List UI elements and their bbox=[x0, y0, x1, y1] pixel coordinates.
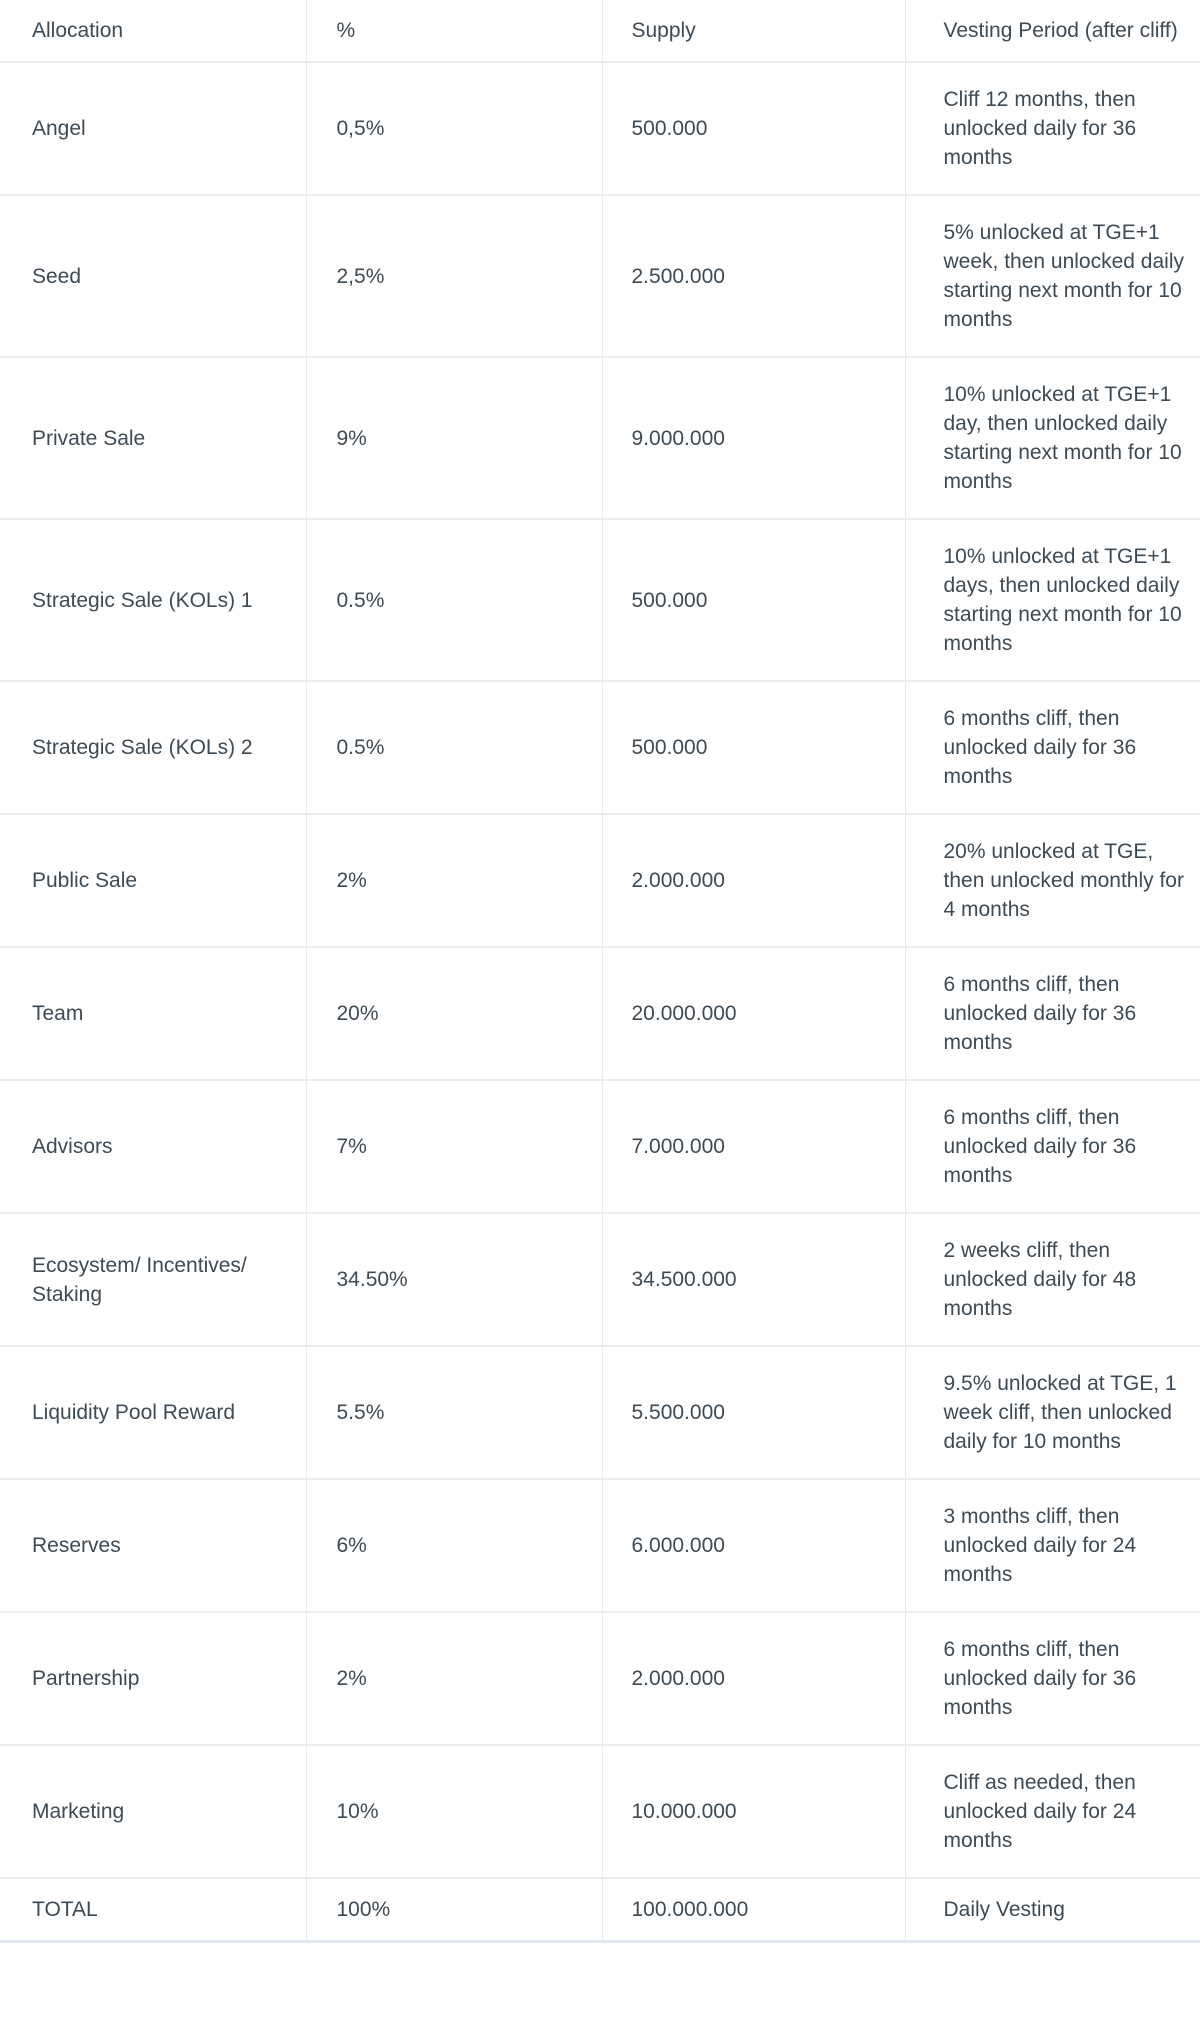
table-row bbox=[0, 195, 1200, 357]
vesting-cell: 20% unlocked at TGE, then unlocked monthly for 4 months bbox=[905, 814, 1200, 947]
column-header-supply: Supply bbox=[602, 0, 905, 62]
table-row bbox=[0, 1745, 1200, 1878]
supply-cell: 500.000 bbox=[602, 62, 905, 195]
table-row bbox=[0, 62, 1200, 195]
percent-cell: 0.5% bbox=[306, 681, 602, 814]
supply-cell: 2.000.000 bbox=[602, 814, 905, 947]
supply-cell: 20.000.000 bbox=[602, 947, 905, 1080]
allocation-cell: Advisors bbox=[0, 1080, 306, 1213]
supply-cell: 500.000 bbox=[602, 681, 905, 814]
table-row bbox=[0, 947, 1200, 1080]
allocation-cell: TOTAL bbox=[0, 1878, 306, 1942]
table-row bbox=[0, 519, 1200, 681]
supply-cell: 500.000 bbox=[602, 519, 905, 681]
allocation-cell: Seed bbox=[0, 195, 306, 357]
vesting-cell: 5% unlocked at TGE+1 week, then unlocked daily starting next month for 10 months bbox=[905, 195, 1200, 357]
supply-cell: 10.000.000 bbox=[602, 1745, 905, 1878]
allocation-cell: Liquidity Pool Reward bbox=[0, 1346, 306, 1479]
table-row bbox=[0, 814, 1200, 947]
percent-cell: 0,5% bbox=[306, 62, 602, 195]
supply-cell: 5.500.000 bbox=[602, 1346, 905, 1479]
table-row bbox=[0, 357, 1200, 519]
table-row bbox=[0, 1346, 1200, 1479]
vesting-cell: 2 weeks cliff, then unlocked daily for 48 months bbox=[905, 1213, 1200, 1346]
allocation-cell: Marketing bbox=[0, 1745, 306, 1878]
vesting-cell: 3 months cliff, then unlocked daily for 24 months bbox=[905, 1479, 1200, 1612]
column-header-allocation: Allocation bbox=[32, 19, 124, 42]
allocation-cell: Ecosystem/ Incentives/ Staking bbox=[0, 1213, 306, 1346]
vesting-cell: 6 months cliff, then unlocked daily for 36 months bbox=[905, 681, 1200, 814]
vesting-cell: 6 months cliff, then unlocked daily for 36 months bbox=[905, 1080, 1200, 1213]
vesting-cell: 9.5% unlocked at TGE, 1 week cliff, then unlocked daily for 10 months bbox=[905, 1346, 1200, 1479]
supply-cell: 6.000.000 bbox=[602, 1479, 905, 1612]
percent-cell: 9% bbox=[306, 357, 602, 519]
supply-cell: 100.000.000 bbox=[602, 1878, 905, 1942]
vesting-cell: Cliff 12 months, then unlocked daily for 36 months bbox=[905, 62, 1200, 195]
column-header-vesting-period: Vesting Period (after cliff) bbox=[905, 0, 1200, 62]
supply-cell: 2.500.000 bbox=[602, 195, 905, 357]
column-header-percent: % bbox=[306, 0, 602, 62]
total-row bbox=[0, 1878, 1200, 1942]
table-row bbox=[0, 1612, 1200, 1745]
allocation-cell: Private Sale bbox=[0, 357, 306, 519]
table-row bbox=[0, 1479, 1200, 1612]
percent-cell: 34.50% bbox=[306, 1213, 602, 1346]
allocation-cell: Angel bbox=[0, 62, 306, 195]
vesting-cell: Cliff as needed, then unlocked daily for 24 months bbox=[905, 1745, 1200, 1878]
allocation-cell: Strategic Sale (KOLs) 2 bbox=[0, 681, 306, 814]
percent-cell: 7% bbox=[306, 1080, 602, 1213]
percent-cell: 2% bbox=[306, 1612, 602, 1745]
allocation-cell: Public Sale bbox=[0, 814, 306, 947]
supply-cell: 9.000.000 bbox=[602, 357, 905, 519]
percent-cell: 100% bbox=[306, 1878, 602, 1942]
vesting-cell: 6 months cliff, then unlocked daily for 36 months bbox=[905, 947, 1200, 1080]
percent-cell: 20% bbox=[306, 947, 602, 1080]
vesting-cell: 10% unlocked at TGE+1 days, then unlocked daily starting next month for 10 months bbox=[905, 519, 1200, 681]
supply-cell: 34.500.000 bbox=[602, 1213, 905, 1346]
supply-cell: 2.000.000 bbox=[602, 1612, 905, 1745]
table-row bbox=[0, 1080, 1200, 1213]
percent-cell: 2,5% bbox=[306, 195, 602, 357]
vesting-cell: Daily Vesting bbox=[905, 1878, 1200, 1942]
allocation-cell: Partnership bbox=[0, 1612, 306, 1745]
allocation-cell: Team bbox=[0, 947, 306, 1080]
header-row bbox=[0, 0, 1200, 62]
vesting-cell: 6 months cliff, then unlocked daily for 36 months bbox=[905, 1612, 1200, 1745]
percent-cell: 6% bbox=[306, 1479, 602, 1612]
allocation-cell: Strategic Sale (KOLs) 1 bbox=[0, 519, 306, 681]
table-row bbox=[0, 681, 1200, 814]
percent-cell: 10% bbox=[306, 1745, 602, 1878]
allocation-cell: Reserves bbox=[0, 1479, 306, 1612]
table-row bbox=[0, 1213, 1200, 1346]
percent-cell: 2% bbox=[306, 814, 602, 947]
supply-cell: 7.000.000 bbox=[602, 1080, 905, 1213]
percent-cell: 5.5% bbox=[306, 1346, 602, 1479]
vesting-cell: 10% unlocked at TGE+1 day, then unlocked daily starting next month for 10 months bbox=[905, 357, 1200, 519]
percent-cell: 0.5% bbox=[306, 519, 602, 681]
